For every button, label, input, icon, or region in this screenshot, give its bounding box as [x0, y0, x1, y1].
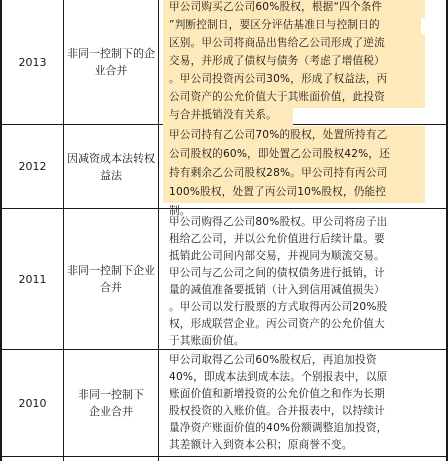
description-line: 量的减值准备要抵销（计入到信用减值损失） — [169, 284, 385, 296]
method-label-line: 非同一控制下 — [78, 388, 144, 401]
description-line: 公司资产的公允价值大于其账面价值，此投资 — [169, 91, 385, 103]
method-cell — [64, 125, 158, 208]
method-cell — [64, 209, 158, 349]
description-line: 账面价值和新增投资的公允价值之和作为长期 — [169, 388, 385, 400]
description-line: 区别。甲公司将商品出售给乙公司形成了逆流 — [169, 37, 385, 49]
description-line: 租给乙公司，并以公允价值进行后续计量。要 — [169, 233, 385, 245]
method-cell — [64, 0, 158, 124]
year-label: 2012 — [18, 160, 47, 173]
year-cell — [2, 209, 63, 349]
method-cell — [64, 350, 158, 456]
description-line: 持有剩余乙公司股权28%。甲公司持有丙公司 — [169, 167, 388, 179]
year-label: 2011 — [18, 272, 47, 286]
year-label: 2010 — [18, 396, 47, 410]
method-label-line: 非同一控制下的企 — [67, 47, 155, 60]
description-line: 与合并抵销没有关系。 — [169, 109, 277, 121]
description-cell — [159, 125, 446, 217]
method-label-line: 合并 — [100, 281, 122, 294]
description-line: 甲公司取得乙公司60%股权后，再追加投资 — [169, 354, 377, 366]
method-label-line: 益法 — [100, 168, 122, 182]
description-line: 甲公司购得乙公司80%股权。甲公司将房子出 — [169, 216, 388, 228]
description-line: 公司股权的60%，即处置乙公司股权42%，还 — [169, 148, 390, 160]
description-line: 100%股权，处置了丙公司10%股权，仍能控 — [169, 186, 387, 198]
year-label: 2013 — [18, 55, 47, 69]
description-line: 。甲公司投资丙公司30%，形成了权益法，丙 — [169, 73, 388, 85]
year-cell — [2, 350, 63, 456]
description-line: 股权投资的入账价值。合并报表中，以持续计 — [169, 405, 385, 417]
description-line: 40%，即成本法到成本法。个别报表中，以原 — [169, 371, 388, 383]
description-line: 甲公司与乙公司之间的债权债务进行抵销，计 — [169, 267, 385, 279]
description-cell — [159, 209, 446, 349]
row-divider — [0, 456, 448, 457]
description-cell — [159, 0, 446, 124]
method-label-line: 非同一控制下企业 — [67, 264, 155, 277]
description-line: 于其账面价值。 — [169, 335, 245, 347]
description-cell — [159, 350, 446, 456]
method-label-line: 因减资成本法转权 — [67, 151, 155, 165]
description-line: 交易，并形成了债权与债务（考虑了增值税） — [169, 55, 385, 67]
year-cell — [2, 0, 63, 124]
description-line: ”判断控制日，要区分评估基准日与控制日的 — [169, 19, 380, 31]
year-cell — [2, 125, 63, 208]
description-line: 制。 — [169, 205, 191, 217]
method-label-line: 企业合并 — [89, 405, 133, 418]
description-line: 其差额计入到资本公积；原商誉不变。 — [169, 439, 353, 451]
description-line: 量净资产账面价值的40%份额调整追加投资， — [169, 422, 388, 434]
method-label-line: 业合并 — [94, 64, 128, 77]
description-line: 甲公司购买乙公司60%股权，根据“四个条件 — [169, 1, 383, 13]
description-line: 。甲公司以发行股票的方式取得丙公司20%股 — [169, 301, 388, 313]
description-line: 甲公司持有乙公司70%的股权，处置所持有乙 — [169, 129, 388, 141]
description-line: 权，形成联营企业。丙公司资产的公允价值大 — [169, 318, 385, 330]
description-line: 抵销此公司间内部交易，并视同为顺流交易。 — [169, 250, 385, 262]
